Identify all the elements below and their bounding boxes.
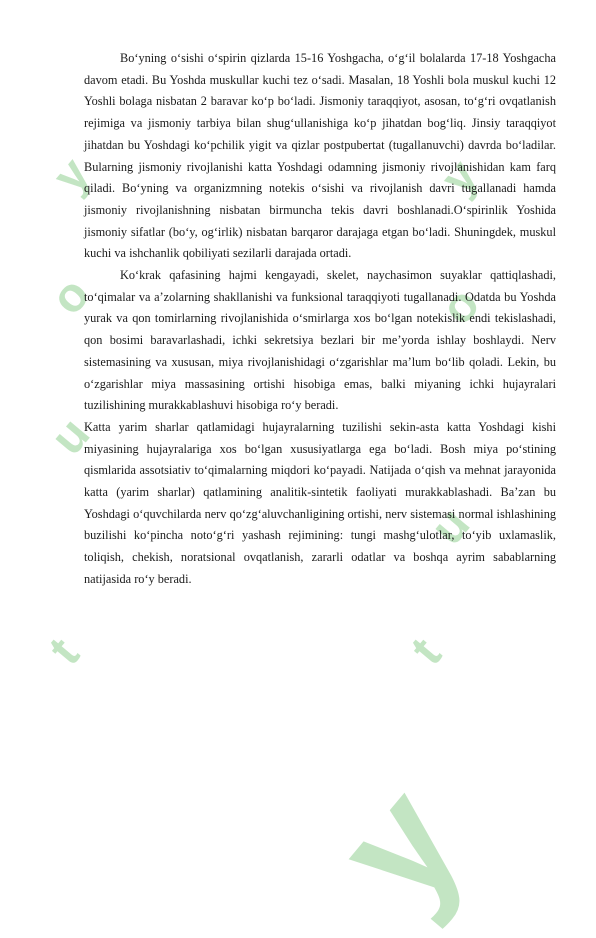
watermark-left-letter-4: t (38, 628, 90, 675)
paragraph-1: Bo‘yning o‘sishi o‘spirin qizlarda 15-16 Yoshgacha, o‘g‘il bolalarda 17-18 Yoshgacha davom etadi. Bu Yoshda muskullar kuchi tez o‘sadi. Masalan, 18 Yoshli bola muskul kuchi 12 Yoshli bolaga nisbatan 2 baravar ko‘p bo‘ladi. Jismoniy taraqqiyot, asosan, to‘g‘ri ovqatlanish rejimiga va jismoniy tarbiya bilan shug‘ullanishiga ko‘p jihatdan bog‘liq. Jinsiy taraqqiyot jihatdan bu Yoshdagi ko‘pchilik yigit va qizlar postpubertat (tugallanuvchi) davrda bo‘ladilar. Bularning jismoniy rivojlanishi katta Yoshdagi odamning jismoniy rivojlanishidan kam farq qiladi. Bo‘yning va organizmning notekis o‘sishi va rivojlanish davri tugallanadi hamda jismoniy rivojlanishning nisbatan birmuncha tekis davri boshlanadi.O‘spirinlik Yoshida jismoniy sifatlar (bo‘y, og‘irlik) nisbatan barqaror darajaga etgan bo‘ladi. Shuningdek, muskul kuchi va ishchanlik qobiliyati sezilarli darajada ortadi. (84, 51, 556, 261)
document-body (84, 48, 556, 591)
paragraph-2: Ko‘krak qafasining hajmi kengayadi, skelet, naychasimon suyaklar qattiqlashadi, to‘qimalar va a’zolarning shakllanishi va funksional taraqqiyoti tugallanadi. Odatda bu Yoshda yurak va qon tomirlarning rivojlanishida o‘smirlarga xos bo‘lgan notekislik endi tekislashadi, qon bosimi baravarlashadi, ichki sekretsiya bezlari bir me’yorda ishlay boshlaydi. Nerv sistemasining va xususan, miya rivojlanishidagi o‘zgarishlar ma’lum bo‘lib qoladi. Lekin, bu o‘zgarishlar miya massasining ortishi hisobiga emas, balki miyaning ichki hujayralari tuzilishining murakkablashuvi hisobiga ro‘y beradi. (84, 268, 556, 413)
watermark-right-letter-4: t (400, 628, 452, 675)
watermark-right-letter-2: o (430, 278, 491, 335)
watermark-right-letter-3: u (420, 498, 481, 555)
watermark-big-letter: y (301, 753, 496, 937)
watermark-right-letter-1: y (430, 150, 489, 205)
watermark-left-letter-1: y (42, 148, 101, 203)
watermark-left-letter-2: o (40, 268, 101, 325)
paragraph-3: Katta yarim sharlar qatlamidagi hujayralarning tuzilishi sekin-asta katta Yoshdagi kishi miyasining hujayralariga xos bo‘lgan xususiyatlarga ega bo‘ladi. Bosh miya po‘stining qismlarida assotsiativ to‘qimalarning miqdori ko‘payadi. Natijada o‘qish va mehnat jarayonida katta (yarim sharlar) qatlamining analitik-sintetik faoliyati murakkablashadi. Ba’zan bu Yoshdagi o‘quvchilarda nerv qo‘zg‘aluvchanligining ortishi, nerv sistemasi normal ishlashining buzilishi ko‘pincha noto‘g‘ri yashash rejimining: tungi mashg‘ulotlar, to‘yib uxlamaslik, toliqish, chekish, noratsional ovqatlanish, zararli odatlar va boshqa ayrim sabablarning natijasida ro‘y beradi. (84, 419, 556, 586)
watermark-left-letter-3: u (40, 408, 101, 465)
